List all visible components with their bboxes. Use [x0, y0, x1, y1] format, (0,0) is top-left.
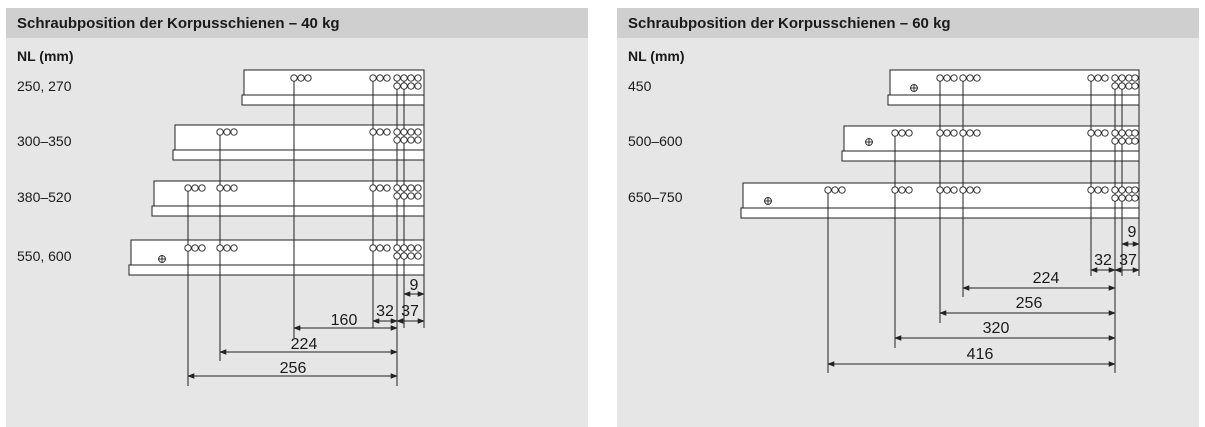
nl-row-label: 380–520 [17, 189, 72, 205]
nl-header: NL (mm) [17, 48, 74, 64]
nl-row-label: 250, 270 [17, 78, 72, 94]
rail-diagram-60kg [617, 8, 1199, 427]
dim-label: 416 [966, 346, 994, 363]
dim-label: 32 [1094, 252, 1112, 269]
panel-title: Schraubposition der Korpusschienen – 60 kg [628, 15, 951, 32]
nl-row-label: 450 [628, 78, 652, 94]
panel-title: Schraubposition der Korpusschienen – 40 kg [17, 15, 340, 32]
dim-label: 32 [376, 303, 394, 320]
panel-60kg [617, 8, 1199, 427]
dim-label: 256 [1015, 295, 1043, 312]
dim-label: 256 [279, 360, 307, 377]
dim-label: 37 [401, 303, 419, 320]
dim-label: 224 [1032, 270, 1060, 287]
dim-label: 160 [330, 312, 358, 329]
dim-label: 224 [290, 336, 318, 353]
nl-row-label: 650–750 [628, 189, 683, 205]
rail-diagram-40kg [6, 8, 588, 427]
dim-label: 9 [409, 277, 419, 294]
dim-label: 9 [1127, 224, 1137, 241]
nl-header: NL (mm) [628, 48, 685, 64]
nl-row-label: 300–350 [17, 133, 72, 149]
dim-label: 320 [982, 320, 1010, 337]
rail-500-600 [842, 126, 1139, 161]
dim-label: 37 [1119, 252, 1137, 269]
panel-40kg [6, 8, 588, 427]
nl-row-label: 500–600 [628, 133, 683, 149]
rail-450 [888, 70, 1139, 105]
nl-row-label: 550, 600 [17, 248, 72, 264]
